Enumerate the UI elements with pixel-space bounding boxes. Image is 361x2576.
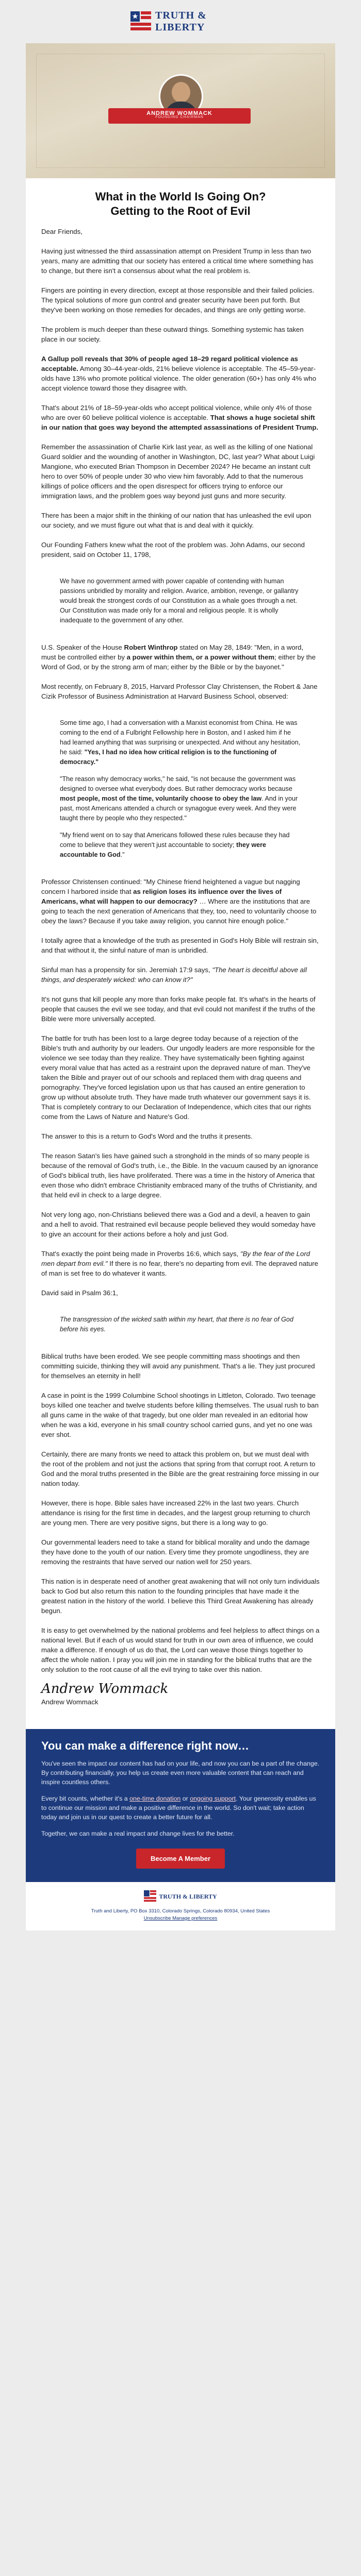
brand-name — [155, 10, 232, 33]
paragraph-bold: as religion loses its influence over the lives of Americans, what will happen to our democracy? — [41, 888, 282, 905]
author-role: FOUNDING CHAIRMAN — [155, 115, 204, 119]
cta-text: Together, we can make a real impact and change lives for the better. — [41, 1830, 235, 1837]
footer-brand-line2: LIBERTY — [189, 1892, 217, 1900]
flag-icon — [130, 11, 151, 32]
paragraph-text: Sinful man has a propensity for sin. Jeremiah 17:9 says, — [41, 966, 212, 974]
brand-name-line1: TRUTH & — [155, 10, 207, 21]
paragraph — [41, 354, 320, 393]
quote-text: We have no government armed with power capable of contending with human passions unbridled by morality and religion. Avarice, ambition, revenge, or gallantry would break the strongest cords of our Constitution as a whale goes through a net. Our Constitution was made only for a moral and religious people. It is wholly inadequate to the government of any other. — [60, 578, 299, 624]
paragraph: Fingers are pointing in every direction, except at those responsible and their failed policies. The typical solutions of more gun control and greater security have been put forth. But they've been working on those remedies for decades, and things are only getting worse. — [41, 286, 315, 314]
quote-text — [60, 1315, 301, 1334]
paragraph: There has been a major shift in the thinking of our nation that has unleashed the evil upon our society, and we must figure out what that is and deal with it quickly. — [41, 512, 311, 529]
paragraph: Our Founding Fathers knew what the root of the problem was. John Adams, our second president, said on October 11, 1798, — [41, 541, 305, 558]
paragraph-text: If there is no fear, there's no departing from evil. The depraved nature of man is set free to do whatever it wants. — [41, 1260, 318, 1277]
cta-fragment: or — [180, 1795, 190, 1802]
ongoing-support-link[interactable]: ongoing support — [190, 1795, 236, 1802]
paragraph-italic: "By the fear of the Lord men depart from evil." — [41, 1250, 310, 1267]
paragraph: However, there is hope. Bible sales have increased 22% in the last two years. Church attendance is rising for the first time in decades, and the largest group returning to church are young men. There are very positive signs, but there is a long way to go. — [41, 1499, 310, 1527]
quote-bold: they were accountable to God — [60, 841, 267, 858]
cta-heading: You can make a difference right now… — [41, 1739, 250, 1752]
title-line-2: Getting to the Root of Evil — [110, 205, 251, 217]
cta-text: You've seen the impact our content has had on your life, and now you can be a part of the change. By contributing financially, you help us create even more valuable content that can reach and inspire countless others. — [41, 1760, 320, 1786]
cta-fragment: . Your generosity enables us to continue our mission and make a positive difference in the world. So don't wait; take action today and join us in our quest to create a better future for all. — [41, 1795, 316, 1821]
paragraph-text: That's exactly the point being made in Proverbs 16:6, which says, — [41, 1250, 240, 1258]
paragraph-text: ; either by the Word of God, or by the strong arm of man; either by the Bible or by the bayonet." — [41, 653, 316, 671]
quote-text — [60, 718, 301, 767]
paragraph: Biblical truths have been eroded. We see people committing mass shootings and then committing suicide, thinking they will avoid any punishment. That's a lie. They just procured for themselves an eternity in hell! — [41, 1352, 315, 1380]
paragraph: Remember the assassination of Charlie Kirk last year, as well as the killing of one National Guard soldier and the wounding of another in Washington, DC, last year? What about Luigi Mangione, who executed Brian Thompson in December 2024? He became an instant cult hero to over 50% of people under 30 who view him favorably. Add to that the numerous killings of police officers and the open disrespect for officers trying to enforce our immigration laws, and the problem goes way beyond just guns and more security. — [41, 443, 315, 500]
donation-cta — [26, 1729, 335, 1882]
article-body — [26, 227, 335, 1729]
unsubscribe-links[interactable]: Unsubscribe Manage preferences — [143, 1916, 218, 1921]
paragraph-bold: A Gallup poll reveals that 30% of people aged 18–29 regard political violence as acceptable. — [41, 355, 298, 372]
signer-name: Andrew Wommack — [41, 1698, 99, 1706]
footer-address: Truth and Liberty, PO Box 3310, Colorado Springs, Colorado 80934, United States — [91, 1908, 270, 1914]
blockquote — [52, 711, 309, 867]
header-bar — [0, 0, 361, 43]
title-line-1: What in the World Is Going On? — [95, 190, 266, 203]
paragraph: The problem is much deeper than these outward things. Something systemic has taken place in our society. — [41, 326, 304, 343]
paragraph-bold: Robert Winthrop — [124, 643, 178, 651]
quote-fragment: . And in your past, most Americans attended a church or synagogue every week. And they were taught there by people who they respected." — [60, 795, 298, 822]
greeting: Dear Friends, — [41, 228, 83, 235]
paragraph-text: That's about 21% of 18–59-year-olds who accept political violence, while only 4% of those who are over 60 believe political violence is acceptable. — [41, 404, 312, 421]
paragraph-bold: That shows a huge societal shift in our nation that goes way beyond the attempted assassinations of President Trump. — [41, 414, 319, 431]
paragraph: Most recently, on February 8, 2015, Harvard Professor Clay Christensen, the Robert & Jane Cizik Professor of Business Administration at Harvard Business School, observed: — [41, 683, 318, 700]
button-row — [41, 1845, 320, 1870]
paragraph: It is easy to get overwhelmed by the national problems and feel helpless to affect things on a national level. But if each of us would stand for truth in our own area of influence, we could make a difference. If enough of us do that, the Lord can weave those things together to affect the whole nation. I pray you will join me in standing for the biblical truths that are the only solution to the root cause of all the evil trying to take over this nation. — [41, 1626, 320, 1673]
one-time-donation-link[interactable]: one-time donation — [129, 1795, 181, 1802]
quote-bold: most people, most of the time, voluntarily choose to obey the law — [60, 795, 262, 802]
paragraph-text: stated on May 28, 1849: "Men, in a word, must be controlled either by — [41, 643, 304, 661]
quote-text — [60, 831, 301, 860]
footer — [26, 1882, 335, 1930]
quote-fragment: Some time ago, I had a conversation with a Marxist economist from China. He was coming to the end of a Fulbright Fellowship here in Boston, and I asked him if he had learned anything that was surprising or unexpected. And without any hesitation, he said: — [60, 719, 301, 756]
footer-logo[interactable] — [144, 1890, 217, 1903]
blockquote — [52, 1308, 309, 1342]
brand-name-line2: LIBERTY — [155, 22, 205, 33]
paragraph: David said in Psalm 36:1, — [41, 1289, 118, 1297]
paragraph: A case in point is the 1999 Columbine School shootings in Littleton, Colorado. Two teenage boys killed one teacher and twelve students before killing themselves. The usual rush to ban all guns came in the wake of that tragedy, but one older man revealed in an editorial how when he was a kid, everyone in his small country school carried guns, and yet no one was ever shot. — [41, 1392, 319, 1438]
author-name: ANDREW WOMMACK — [146, 110, 212, 116]
quote-fragment: ." — [120, 851, 125, 858]
paragraph: The reason Satan's lies have gained such a stronghold in the minds of so many people is because of the removal of God's truth, i.e., the Bible. In the vacuum caused by an ignorance of God's biblical truth, lies have proliferated. There was a time in the history of America that even those who didn't embrace Christianity embraced many of the truths of Christianity, and that held evil in check to a large degree. — [41, 1152, 318, 1199]
quote-fragment: "My friend went on to say that Americans followed these rules because they had come to believe that they weren't just accountable to society; — [60, 832, 290, 849]
cta-fragment: Every bit counts, whether it's a — [41, 1795, 130, 1802]
become-member-button[interactable]: Become A Member — [136, 1849, 225, 1869]
paragraph-text: U.S. Speaker of the House — [41, 643, 124, 651]
paragraph-text: Professor Christensen continued: "My Chinese friend heightened a vague but nagging concern I harbored inside that — [41, 878, 300, 895]
author-nameplate — [108, 108, 251, 124]
paragraph: The battle for truth has been lost to a large degree today because of a rejection of the Bible's truth and authority by our leaders. Our ungodly leaders are more responsible for the violence we see today than they realize. They have systematically been fighting against every moral value that has acted as a restraint upon the depraved nature of man. They've taken the Bible and prayer out of our schools and replaced them with drag queens and pornography. They've forced legislation upon us that has caused an entire generation to grow up without absolute truth. They have made truth whatever our government says it is. That is completely contrary to our Declaration of Independence, which cites that our rights come from the Laws of Nature and Nature's God. — [41, 1035, 315, 1121]
paragraph — [41, 1249, 320, 1278]
blockquote — [52, 569, 309, 633]
paragraph — [41, 403, 320, 432]
footer-brand — [159, 1893, 217, 1901]
paragraph — [41, 965, 320, 985]
cta-text — [41, 1794, 320, 1822]
paragraph: Not very long ago, non-Christians believed there was a God and a devil, a heaven to gain and a hell to avoid. That restrained evil because people believed they would someday have to give an account for their actions before a holy and just God. — [41, 1211, 316, 1238]
paragraph: This nation is in desperate need of another great awakening that will not only turn individuals back to God but also return this nation to the founding principles that have made it the greatest nation in the history of the world. I believe this Third Great Awakening has already begun. — [41, 1578, 320, 1615]
paragraph: Certainly, there are many fronts we need to attack this problem on, but we must deal with the root of the problem and not just the actions that spring from that corrupt root. A return to God and the moral truths presented in the Bible are the great restraining force missing in our nation today. — [41, 1450, 319, 1487]
paragraph: The answer to this is a return to God's Word and the truths it presents. — [41, 1132, 253, 1140]
paragraph: Our governmental leaders need to take a stand for biblical morality and undo the damage they have done to the youth of our nation. Every time they promote ungodliness, they are removing the restraints that have served our nation well for 250 years. — [41, 1538, 310, 1566]
flag-icon — [144, 1890, 156, 1903]
footer-brand-line1: TRUTH & — [159, 1892, 188, 1900]
paragraph — [41, 877, 320, 926]
paragraph-italic: "The heart is deceitful above all things, and desperately wicked: who can know it?" — [41, 966, 307, 984]
paragraph: I totally agree that a knowledge of the truth as presented in God's Holy Bible will restrain sin, and that without it, the sinful nature of man is unbridled. — [41, 937, 319, 954]
paragraph-text: … Where are the institutions that are going to teach the next generation of Americans that they, too, need to voluntarily choose to obey the laws? Because if you take away religion, you cannot hire enough police." — [41, 897, 317, 925]
paragraph — [41, 642, 320, 672]
brand-logo[interactable] — [130, 11, 232, 32]
paragraph: It's not guns that kill people any more than forks make people fat. It's what's in the hearts of people that causes the evil we see today, and that evil could not manifest if the truths of the Bible were more universally accepted. — [41, 995, 316, 1023]
email-container — [26, 0, 335, 1930]
hero-banner — [26, 43, 335, 178]
quote-fragment: "The reason why democracy works," he said, "is not because the government was designed to oversee what everybody does. But rather democracy works because — [60, 775, 296, 792]
handwritten-signature: Andrew Wommack — [41, 1681, 169, 1697]
article-title — [26, 190, 335, 218]
quote-italic: The transgression of the wicked saith within my heart, that there is no fear of God before his eyes. — [60, 1316, 293, 1333]
paragraph-bold: a power within them, or a power without them — [126, 653, 275, 661]
quote-bold: "Yes, I had no idea how critical religion is to the functioning of democracy." — [60, 749, 277, 766]
paragraph: Having just witnessed the third assassination attempt on President Trump in less than two years, many are admitting that our society has entered a critical time where something has to change, but there isn't a consensus about what the real problem is. — [41, 247, 314, 275]
paragraph-text: Among 30–44-year-olds, 21% believe violence is acceptable. The 45–59-year-olds have 13% who promote political violence. The older generation (60+) has only 4% who accept violence toward those they disagree with. — [41, 365, 317, 392]
quote-text — [60, 774, 301, 823]
